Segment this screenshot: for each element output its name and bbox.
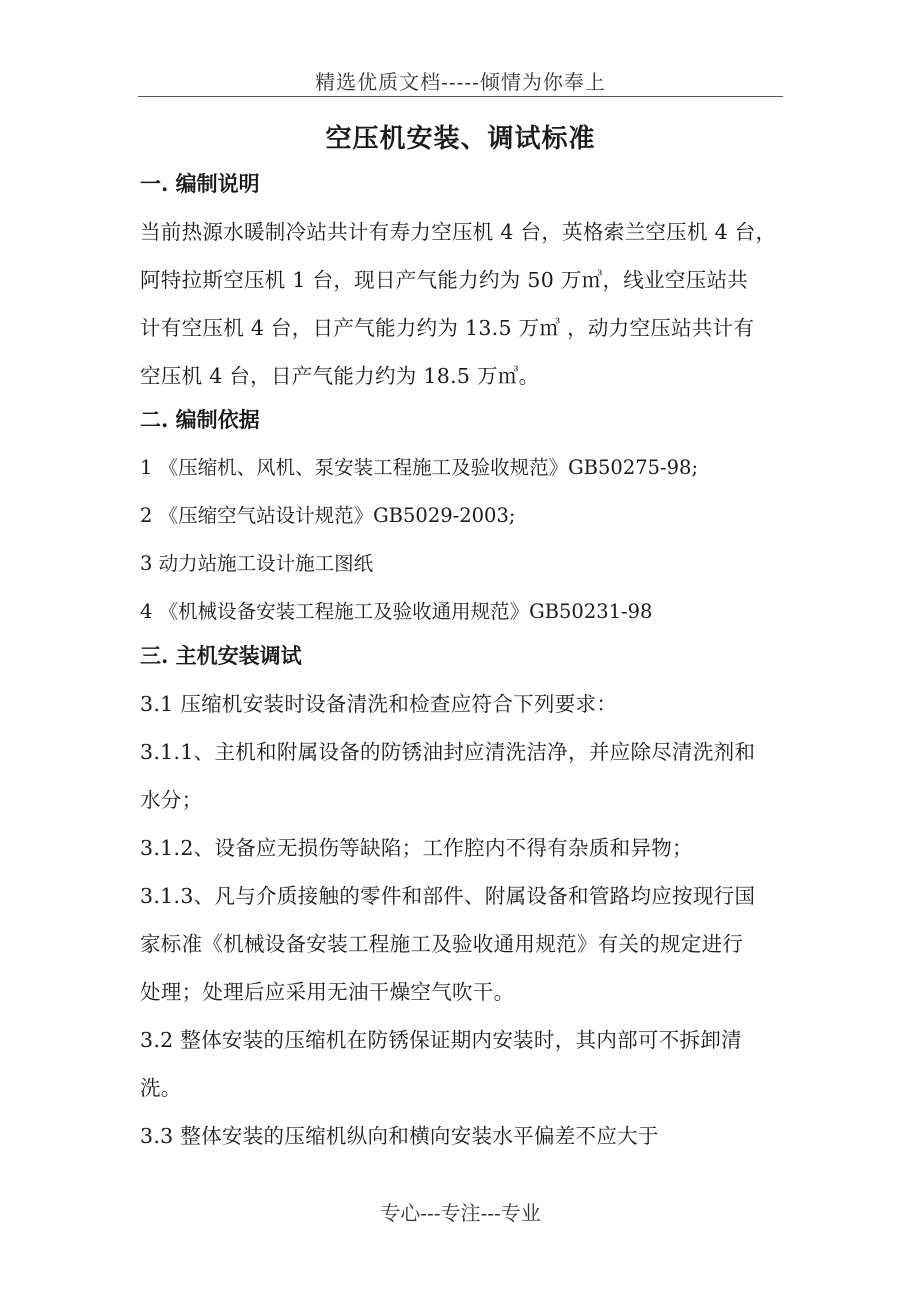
document-title: 空压机安装、调试标准 <box>325 124 596 154</box>
reference-item: 3 动力站施工设计施工图纸 <box>140 552 374 575</box>
paragraph-line: 3.1.1、主机和附属设备的防锈油封应清洗洁净，并应除尽清洗剂和 <box>140 740 756 764</box>
section-heading-1: 一. 编制说明 <box>140 171 260 196</box>
paragraph-line: 3.3 整体安装的压缩机纵向和横向安装水平偏差不应大于 <box>140 1124 659 1148</box>
paragraph-line: 3.1 压缩机安装时设备清洗和检查应符合下列要求： <box>140 692 618 716</box>
page-footer: 专心---专注---专业 <box>380 1201 541 1225</box>
paragraph-line: 3.2 整体安装的压缩机在防锈保证期内安装时，其内部可不拆卸清 <box>140 1028 742 1052</box>
paragraph-line: 处理；处理后应采用无油干燥空气吹干。 <box>140 980 515 1004</box>
paragraph-line: 阿特拉斯空压机 1 台，现日产气能力约为 50 万㎥，线业空压站共 <box>140 268 749 292</box>
paragraph-line: 洗。 <box>140 1076 182 1100</box>
paragraph-line: 空压机 4 台，日产气能力约为 18.5 万㎥。 <box>140 364 540 388</box>
section-heading-2: 二. 编制依据 <box>140 407 260 432</box>
paragraph-line: 3.1.2、设备应无损伤等缺陷；工作腔内不得有杂质和异物； <box>140 836 693 860</box>
reference-item: 1 《压缩机、风机、泵安装工程施工及验收规范》GB50275-98; <box>140 456 699 479</box>
reference-item: 4 《机械设备安装工程施工及验收通用规范》GB50231-98 <box>140 600 653 623</box>
paragraph-line: 计有空压机 4 台，日产气能力约为 13.5 万㎥ ，动力空压站共计有 <box>140 316 755 340</box>
document-body <box>140 166 785 1160</box>
paragraph-line: 水分； <box>140 788 203 812</box>
reference-item: 2 《压缩空气站设计规范》GB5029-2003; <box>140 504 516 527</box>
page-header: 精选优质文档-----倾情为你奉上 <box>315 70 606 94</box>
paragraph-line: 3.1.3、凡与介质接触的零件和部件、附属设备和管路均应按现行国 <box>140 884 756 908</box>
paragraph-line: 家标准《机械设备安装工程施工及验收通用规范》有关的规定进行 <box>140 932 744 956</box>
header-divider <box>138 96 783 97</box>
section-heading-3: 三. 主机安装调试 <box>140 643 302 668</box>
paragraph-line: 当前热源水暖制冷站共计有寿力空压机 4 台，英格索兰空压机 4 台， <box>140 220 777 244</box>
